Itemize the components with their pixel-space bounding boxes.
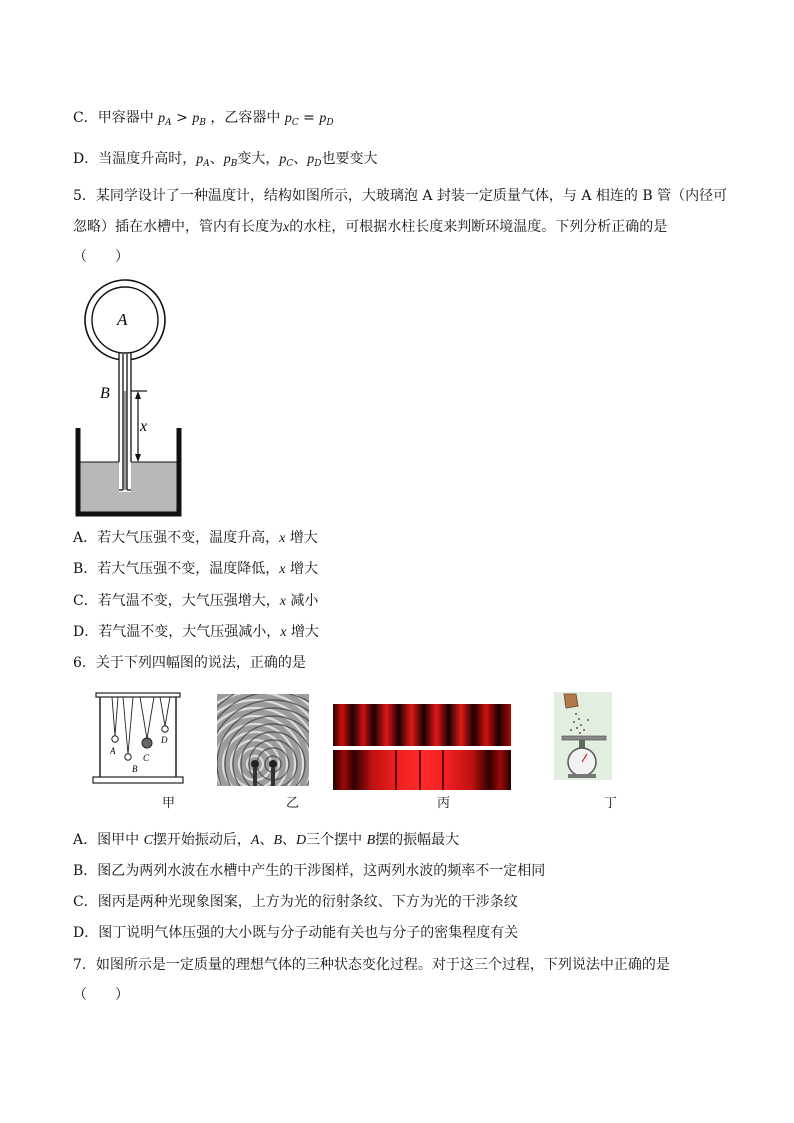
pendulum-label-a: A bbox=[110, 746, 116, 756]
q4-option-c: C．甲容器中 $p_A > p_B$ ，乙容器中 $p_C = p_D$ bbox=[73, 110, 334, 128]
pendulum-label-d: D bbox=[161, 735, 168, 745]
q5-option-a: A．若大气压强不变，温度升高，x 增大 bbox=[73, 530, 318, 546]
pendulum-label-b: B bbox=[132, 764, 138, 774]
figure-ding-scale bbox=[554, 692, 612, 780]
q7-stem: 7．如图所示是一定质量的理想气体的三种状态变化过程。对于这三个过程，下列说法中正确的是 bbox=[73, 957, 670, 973]
q5-option-d: D．若气温不变，大气压强减小，x 增大 bbox=[73, 624, 319, 640]
q5-stem-line2: 忽略）插在水槽中，管内有长度为x的水柱，可根据水柱长度来判断环境温度。下列分析正确的是 bbox=[73, 219, 668, 235]
q6-stem: 6．关于下列四幅图的说法，正确的是 bbox=[73, 655, 306, 671]
caption-ding: 丁 bbox=[604, 796, 618, 811]
q5-option-b: B．若大气压强不变，温度降低，x 增大 bbox=[73, 561, 318, 577]
q5-option-c: C．若气温不变，大气压强增大，x 减小 bbox=[73, 593, 319, 609]
q4-option-d: D．当温度升高时，$p_A$、$p_B$变大，$p_C$、$p_D$也要变大 bbox=[73, 151, 378, 169]
q6-option-a: A．图甲中 C摆开始振动后，A、B、D三个摆中 B摆的振幅最大 bbox=[73, 832, 460, 848]
cup-icon bbox=[564, 694, 578, 708]
label-x: x bbox=[140, 418, 148, 435]
label-b: B bbox=[100, 385, 110, 402]
q5-stem-line1: 5．某同学设计了一种温度计，结构如图所示，大玻璃泡 A 封装一定质量气体，与 A 相连的 B 管（内径可 bbox=[73, 188, 728, 204]
q7-bracket: （ ） bbox=[73, 987, 129, 1003]
label-a: A bbox=[117, 310, 128, 329]
fringe-top bbox=[333, 704, 511, 746]
q6-option-c: C．图丙是两种光现象图案，上方为光的衍射条纹、下方为光的干涉条纹 bbox=[73, 894, 518, 910]
q5-bracket: （ ） bbox=[73, 249, 129, 265]
q6-option-d: D．图丁说明气体压强的大小既与分子动能有关也与分子的密集程度有关 bbox=[73, 925, 519, 941]
fringe-bottom bbox=[333, 750, 511, 790]
caption-yi: 乙 bbox=[286, 796, 300, 811]
q6-option-b: B．图乙为两列水波在水槽中产生的干涉图样，这两列水波的频率不一定相同 bbox=[73, 863, 546, 879]
caption-bing: 丙 bbox=[437, 796, 451, 811]
thermometer-figure bbox=[70, 278, 195, 520]
figure-bing-fringes bbox=[333, 704, 511, 790]
figure-jia-pendulums bbox=[92, 692, 184, 786]
figure-yi-interference bbox=[217, 694, 309, 786]
caption-jia: 甲 bbox=[162, 796, 176, 811]
pendulum-label-c: C bbox=[143, 753, 150, 763]
